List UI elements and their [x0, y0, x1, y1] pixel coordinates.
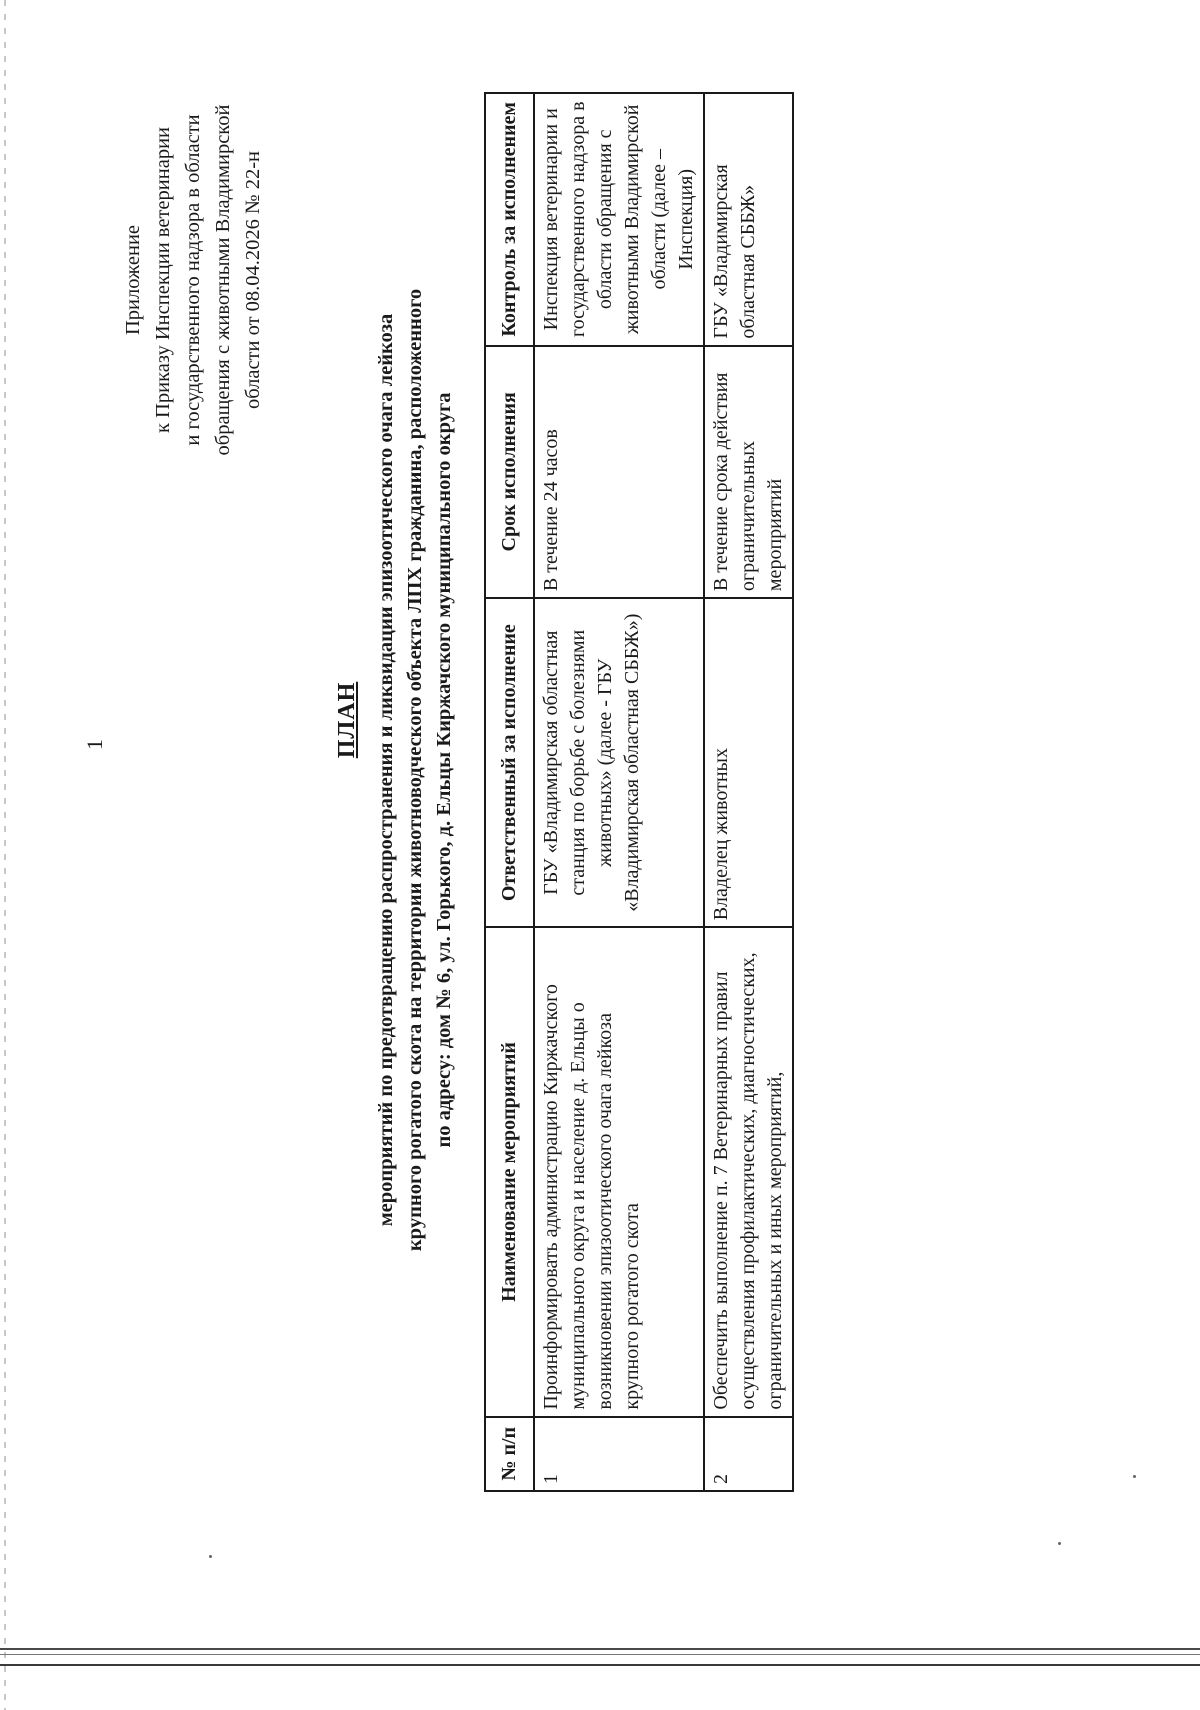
cell-deadline: В течение срока действия ограничительных мероприятий — [704, 346, 793, 599]
header-name: Наименование мероприятий — [485, 927, 534, 1416]
plan-subtitle — [372, 60, 459, 1480]
header-num: № п/п — [485, 1417, 534, 1491]
appendix-line: и государственного надзора в области — [182, 114, 204, 446]
header-control: Контроль за исполнением — [485, 93, 534, 346]
table-row — [534, 93, 704, 1491]
appendix-line: области от 08.04.2026 № 22-н — [242, 150, 264, 410]
appendix-line: Приложение — [122, 224, 144, 336]
cell-responsible: Владелец животных — [704, 598, 793, 927]
cell-num: 1 — [534, 1417, 704, 1491]
cell-name: Проинформировать администрацию Киржачского муниципального округа и население д. Ельцы о возникновении эпизоотического очага лейкоза крупного рогатого скота — [534, 927, 704, 1416]
header-responsible: Ответственный за исполнение — [485, 598, 534, 927]
page-number: 1 — [82, 739, 107, 750]
plan-table — [484, 92, 794, 1492]
plan-subtitle-line: крупного рогатого скота на территории животноводческого объекта ЛПХ гражданина, расположенного — [404, 288, 426, 1252]
cell-deadline: В течение 24 часов — [534, 346, 704, 599]
appendix-block — [118, 30, 268, 530]
table-header-row — [485, 93, 534, 1491]
cell-responsible: ГБУ «Владимирская областная станция по борьбе с болезнями животных» (далее - ГБУ «Владимирская областная СББЖ») — [534, 598, 704, 927]
appendix-line: к Приказу Инспекции ветеринарии — [152, 126, 174, 434]
appendix-line: обращения с животными Владимирской — [212, 104, 234, 456]
cell-num: 2 — [704, 1417, 793, 1491]
table-row — [704, 93, 793, 1491]
header-deadline: Срок исполнения — [485, 346, 534, 599]
plan-subtitle-line: по адресу: дом № 6, ул. Горького, д. Ельцы Киржачского муниципального округа — [433, 392, 455, 1148]
cell-control: ГБУ «Владимирская областная СББЖ» — [704, 93, 793, 346]
cell-name: Обеспечить выполнение п. 7 Ветеринарных правил осуществления профилактических, диагностических, ограничительных и иных мероприятий, — [704, 927, 793, 1416]
cell-control: Инспекция ветеринарии и государственного надзора в области обращения с животными Владимирской области (далее – Инспекция) — [534, 93, 704, 346]
plan-title: ПЛАН — [334, 681, 360, 759]
plan-subtitle-line: мероприятий по предотвращению распространения и ликвидации эпизоотического очага лейкоза — [375, 313, 397, 1227]
